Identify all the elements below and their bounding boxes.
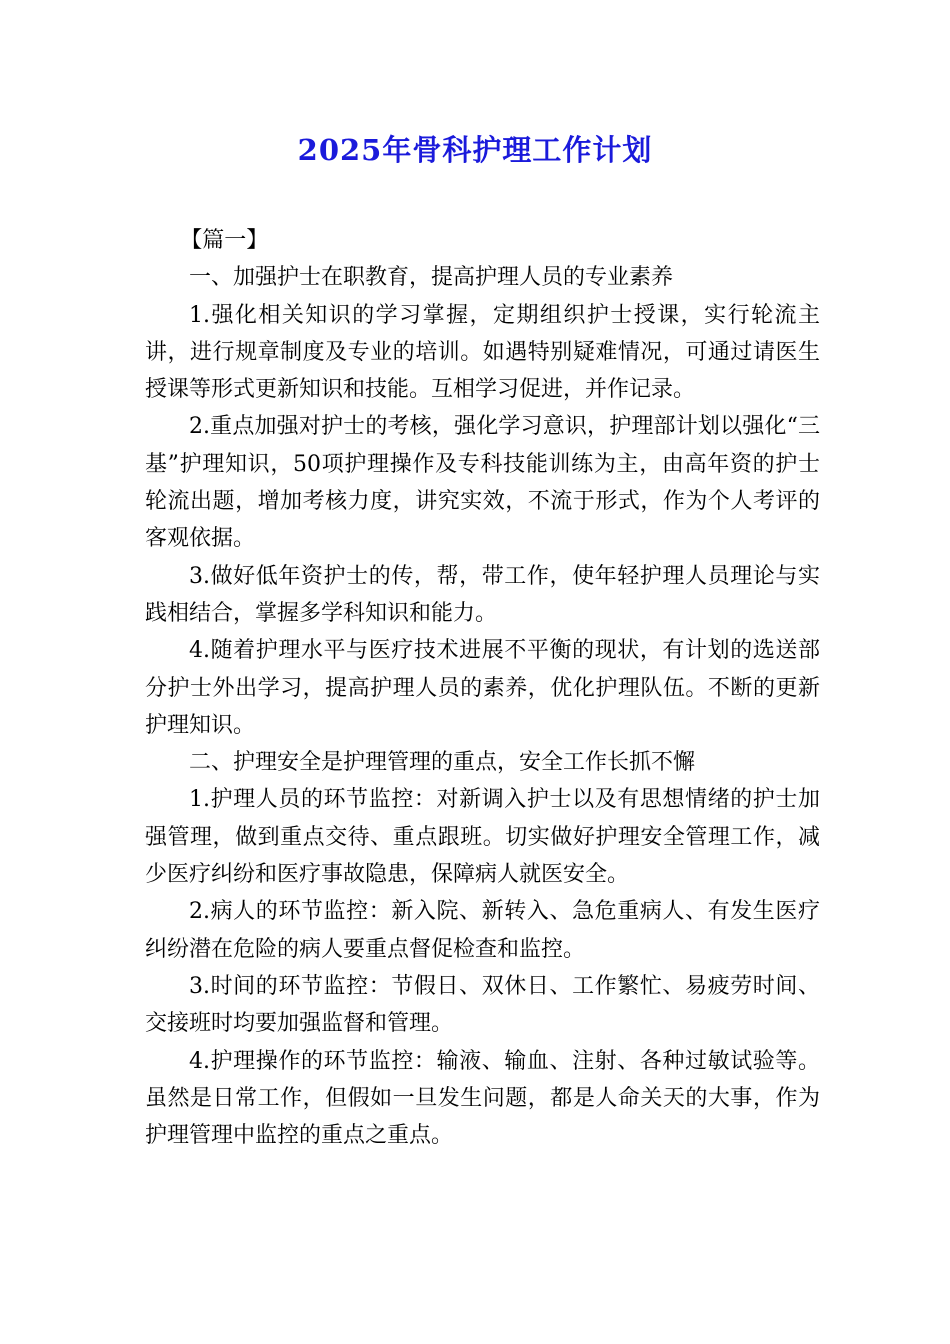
paragraph: 4.护理操作的环节监控：输液、输血、注射、各种过敏试验等。虽然是日常工作，但假如一旦发生问题，都是人命关天的大事，作为护理管理中监控的重点之重点。 <box>145 1048 820 1149</box>
paragraph: 2.病人的环节监控：新入院、新转入、急危重病人、有发生医疗纠纷潜在危险的病人要重点督促检查和监控。 <box>145 899 820 962</box>
document-title: 2025年骨科护理工作计划 <box>297 133 653 167</box>
heading-one: 一、加强护士在职教育，提高护理人员的专业素养 <box>189 265 674 291</box>
section-label: 【篇一】 <box>180 228 269 253</box>
paragraph: 1.护理人员的环节监控：对新调入护士以及有思想情绪的护士加强管理，做到重点交待、重点跟班。切实做好护理安全管理工作，减少医疗纠纷和医疗事故隐患，保障病人就医安全。 <box>145 787 820 888</box>
paragraph: 4.随着护理水平与医疗技术进展不平衡的现状，有计划的选送部分护士外出学习，提高护理人员的素养，优化护理队伍。不断的更新护理知识。 <box>145 638 820 738</box>
paragraph: 3.时间的环节监控：节假日、双休日、工作繁忙、易疲劳时间、交接班时均要加强监督和管理。 <box>145 973 820 1037</box>
paragraph: 2.重点加强对护士的考核，强化学习意识，护理部计划以强化“三基”护理知识，50项护理操作及专科技能训练为主，由高年资的护士轮流出题，增加考核力度，讲究实效，不流于形式，作为个人考评的客观依据。 <box>145 414 820 552</box>
heading-two: 二、护理安全是护理管理的重点，安全工作长抓不懈 <box>189 750 696 776</box>
paragraph: 1.强化相关知识的学习掌握，定期组织护士授课，实行轮流主讲，进行规章制度及专业的培训。如遇特别疑难情况，可通过请医生授课等形式更新知识和技能。互相学习促进，并作记录。 <box>145 302 820 403</box>
paragraph: 3.做好低年资护士的传，帮，带工作，使年轻护理人员理论与实践相结合，掌握多学科知识和能力。 <box>145 563 820 626</box>
document-body <box>145 222 820 1154</box>
